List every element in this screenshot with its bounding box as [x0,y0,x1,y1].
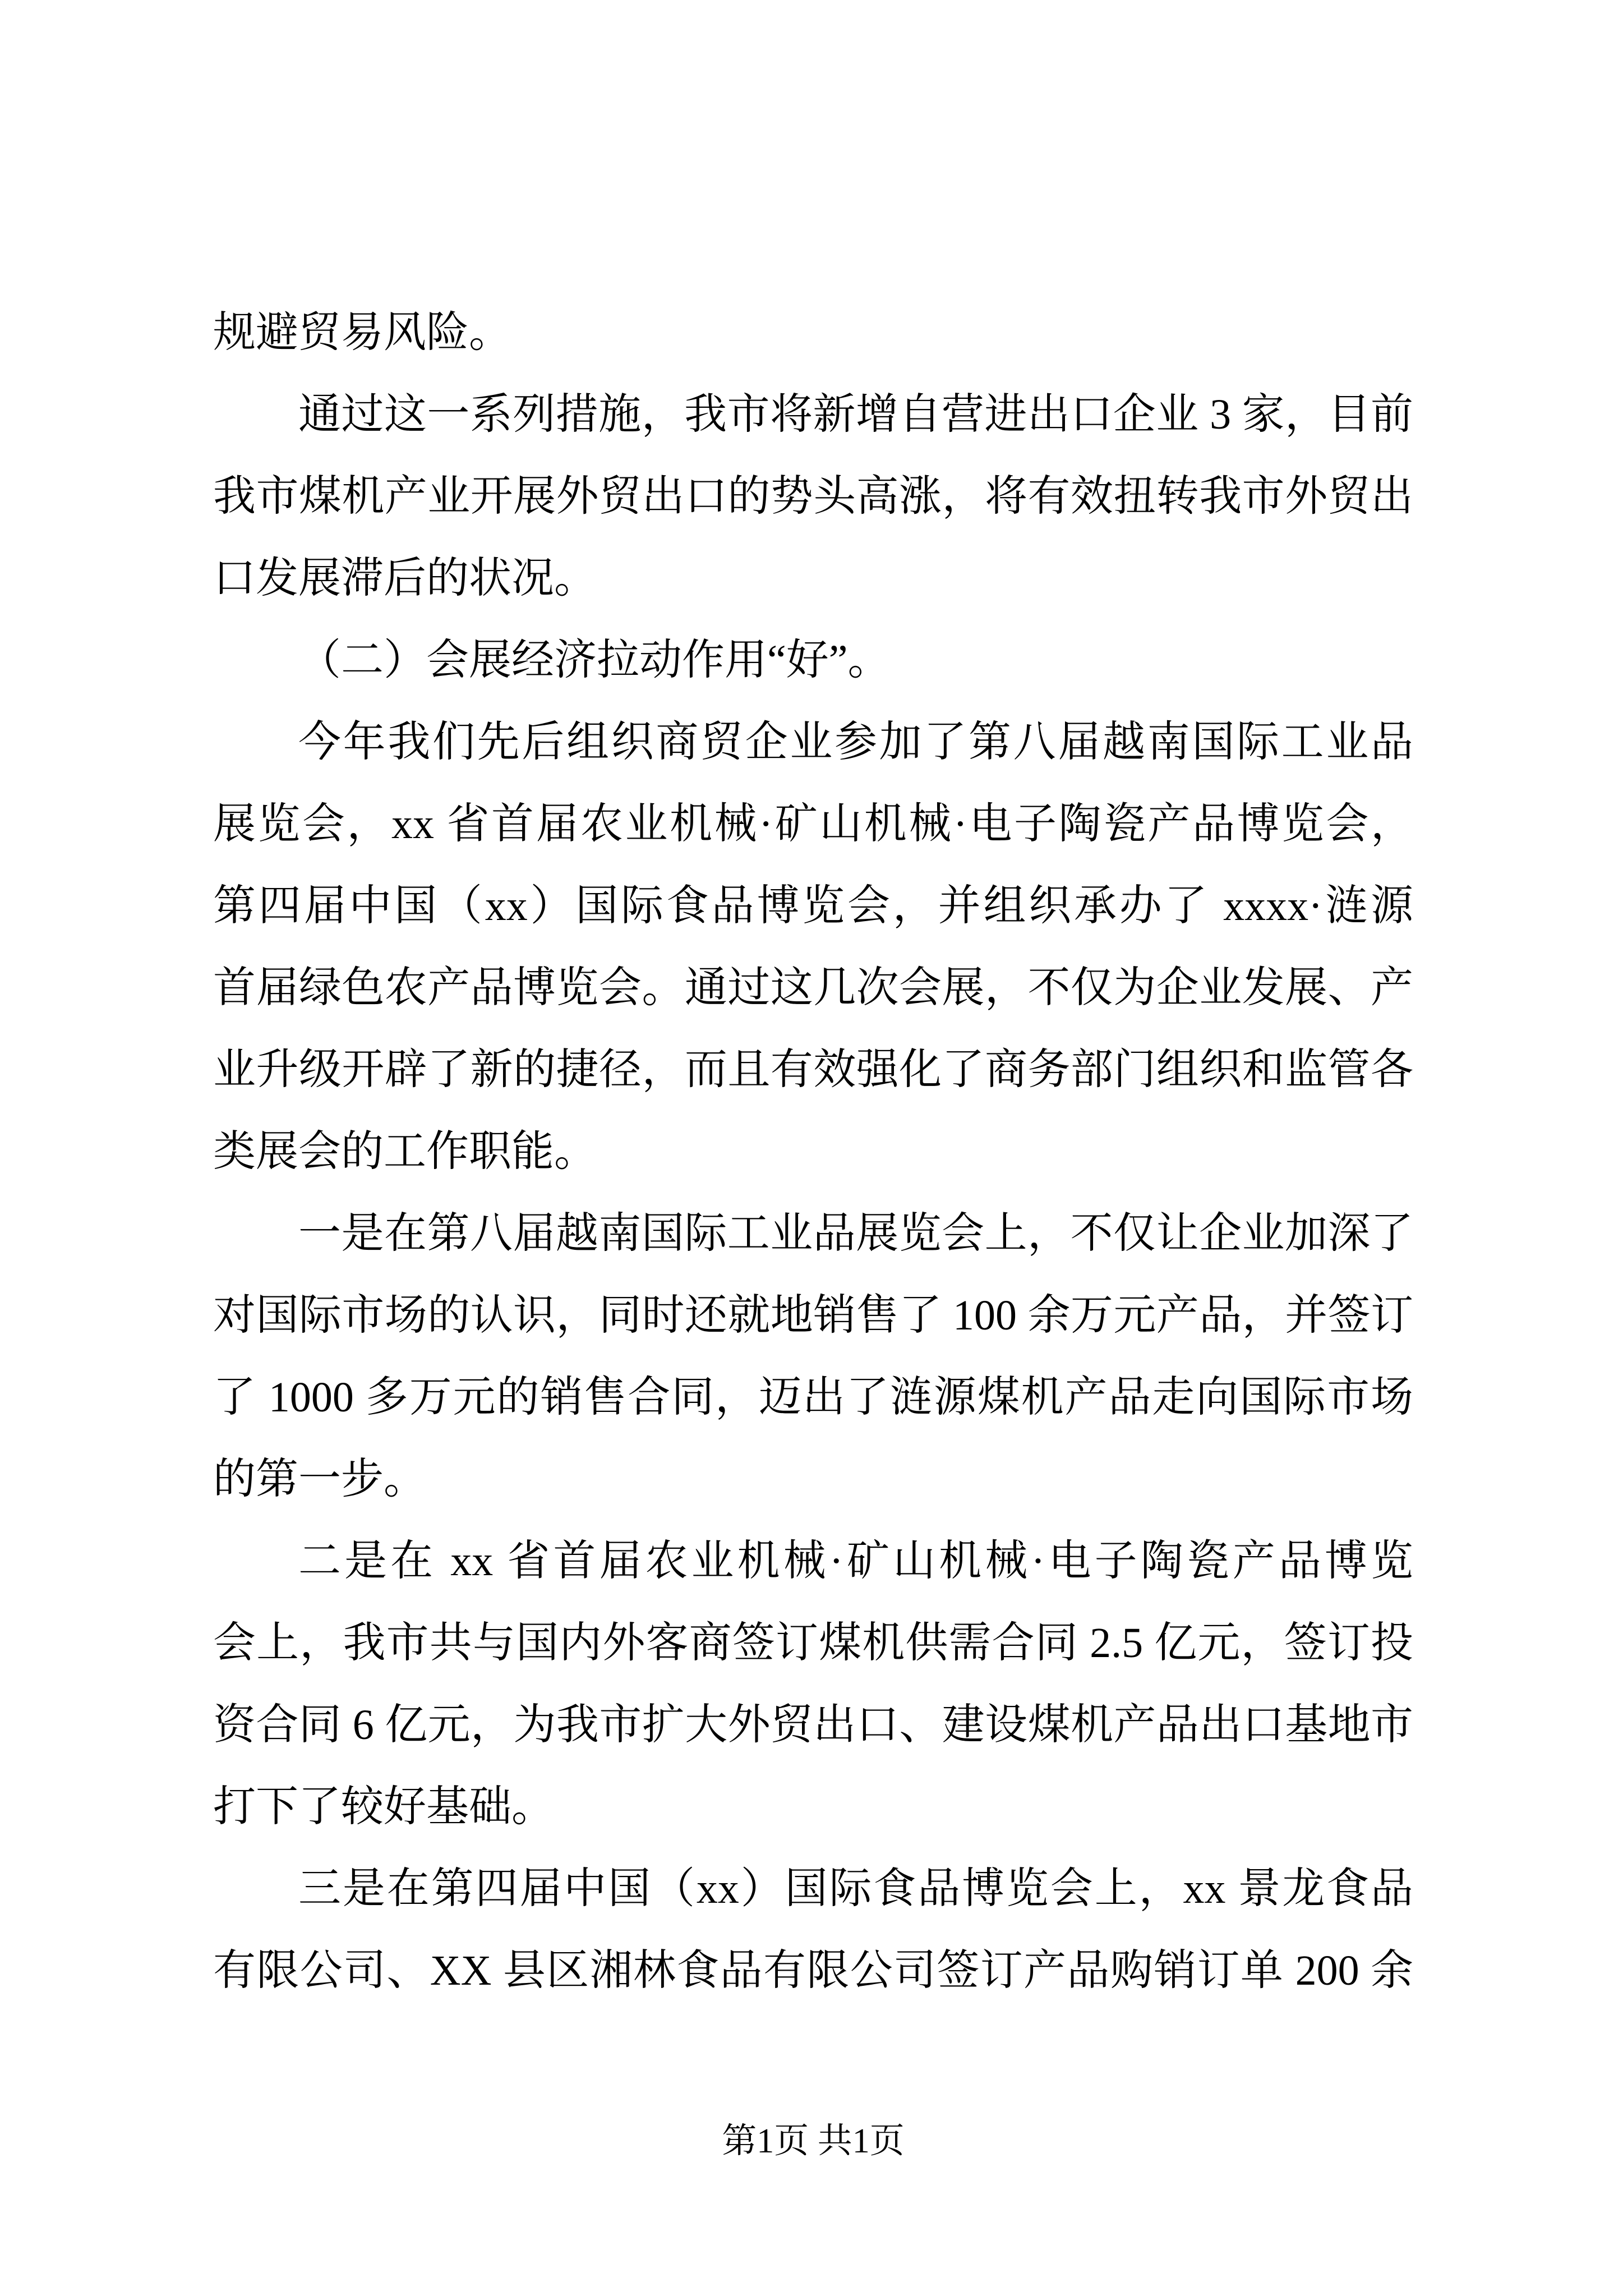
paragraph [213,619,1413,701]
text-line: 通过这一系列措施，我市将新增自营进出口企业 3 家，目前 [298,391,1413,438]
paragraph [213,1848,1413,2012]
text-line: 三是在第四届中国（xx）国际食品博览会上，xx 景龙食品 [298,1865,1413,1912]
text-line: 的第一步。 [213,1456,426,1503]
text-line: 业升级开辟了新的捷径，而且有效强化了商务部门组织和监管各 [213,1046,1413,1093]
text-line: 二是在 xx 省首届农业机械·矿山机械·电子陶瓷产品博览 [298,1538,1413,1585]
text-line: 了 1000 多万元的销售合同，迈出了涟源煤机产品走向国际市场 [213,1374,1413,1421]
text-line: 一是在第八届越南国际工业品展览会上，不仅让企业加深了 [298,1210,1413,1257]
text-line: 我市煤机产业开展外贸出口的势头高涨，将有效扭转我市外贸出 [213,473,1413,520]
text-line: 有限公司、XX 县区湘林食品有限公司签订产品购销订单 200 余 [213,1947,1413,1994]
text-line: 对国际市场的认识，同时还就地销售了 100 余万元产品，并签订 [213,1292,1413,1339]
text-line: 规避贸易风险。 [213,309,511,356]
paragraph [213,1520,1413,1848]
paragraph [213,292,1413,374]
paragraph [213,701,1413,1193]
text-line: 资合同 6 亿元，为我市扩大外贸出口、建设煤机产品出口基地市 [213,1701,1413,1749]
paragraph [213,1193,1413,1520]
document-body [213,292,1413,2012]
text-line: 展览会，xx 省首届农业机械·矿山机械·电子陶瓷产品博览会， [213,800,1413,848]
paragraph [213,374,1413,619]
text-line: 类展会的工作职能。 [213,1128,597,1175]
page-footer [213,2122,1413,2161]
text-line: 会上，我市共与国内外客商签订煤机供需合同 2.5 亿元，签订投 [213,1619,1413,1667]
text-line: 打下了较好基础。 [213,1783,554,1830]
page-number-label: 第1页 共1页 [722,2122,905,2160]
text-line: 第四届中国（xx）国际食品博览会，并组织承办了 xxxx·涟源 [213,882,1413,930]
text-line: 首届绿色农产品博览会。通过这几次会展，不仅为企业发展、产 [213,964,1413,1011]
text-line: 今年我们先后组织商贸企业参加了第八届越南国际工业品 [298,719,1413,766]
text-line: 口发展滞后的状况。 [213,555,597,602]
text-line: （二）会展经济拉动作用“好”。 [298,637,891,684]
